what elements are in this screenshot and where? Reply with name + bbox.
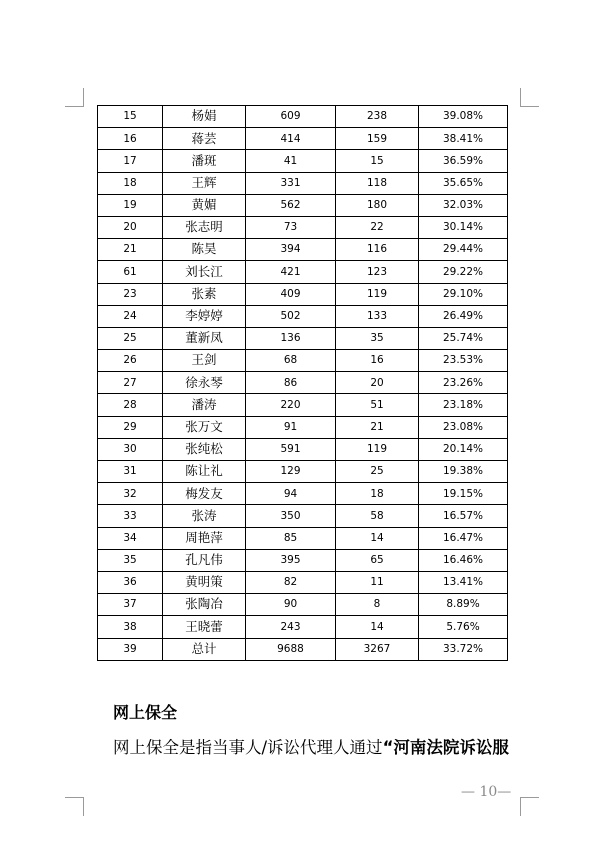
cell-percentage: 26.49% bbox=[419, 305, 508, 327]
cell-name: 张素 bbox=[163, 283, 246, 305]
cell-total: 409 bbox=[246, 283, 336, 305]
cell-count: 65 bbox=[336, 549, 419, 571]
cell-total: 136 bbox=[246, 327, 336, 349]
cell-name: 黄媚 bbox=[163, 194, 246, 216]
cell-index: 26 bbox=[98, 350, 163, 372]
cell-percentage: 33.72% bbox=[419, 638, 508, 660]
cell-index: 27 bbox=[98, 372, 163, 394]
table-row bbox=[98, 616, 508, 638]
table-row bbox=[98, 327, 508, 349]
cell-name: 刘长江 bbox=[163, 261, 246, 283]
cell-percentage: 38.41% bbox=[419, 128, 508, 150]
cell-total: 591 bbox=[246, 438, 336, 460]
cell-percentage: 25.74% bbox=[419, 327, 508, 349]
cell-total: 94 bbox=[246, 483, 336, 505]
crop-mark-top-left bbox=[65, 88, 84, 107]
cell-count: 123 bbox=[336, 261, 419, 283]
table-row bbox=[98, 438, 508, 460]
cell-count: 180 bbox=[336, 194, 419, 216]
cell-index: 18 bbox=[98, 172, 163, 194]
cell-total: 331 bbox=[246, 172, 336, 194]
table-body bbox=[98, 106, 508, 661]
cell-index: 31 bbox=[98, 461, 163, 483]
cell-count: 15 bbox=[336, 150, 419, 172]
table-row bbox=[98, 638, 508, 660]
cell-name: 杨娟 bbox=[163, 106, 246, 128]
cell-total: 86 bbox=[246, 372, 336, 394]
cell-percentage: 5.76% bbox=[419, 616, 508, 638]
cell-count: 21 bbox=[336, 416, 419, 438]
table-row bbox=[98, 594, 508, 616]
cell-total: 220 bbox=[246, 394, 336, 416]
table-row bbox=[98, 194, 508, 216]
cell-count: 3267 bbox=[336, 638, 419, 660]
cell-percentage: 29.10% bbox=[419, 283, 508, 305]
cell-name: 总计 bbox=[163, 638, 246, 660]
page-number: — 10— bbox=[461, 784, 512, 800]
table-row bbox=[98, 527, 508, 549]
crop-mark-top-right bbox=[520, 88, 539, 107]
table-row bbox=[98, 150, 508, 172]
cell-count: 25 bbox=[336, 461, 419, 483]
cell-index: 29 bbox=[98, 416, 163, 438]
cell-total: 73 bbox=[246, 216, 336, 238]
section-heading: 网上保全 bbox=[113, 703, 178, 722]
cell-name: 李婷婷 bbox=[163, 305, 246, 327]
cell-name: 张志明 bbox=[163, 216, 246, 238]
cell-count: 116 bbox=[336, 239, 419, 261]
table-row bbox=[98, 305, 508, 327]
table-row bbox=[98, 394, 508, 416]
table-row bbox=[98, 505, 508, 527]
cell-name: 董新凤 bbox=[163, 327, 246, 349]
cell-total: 395 bbox=[246, 549, 336, 571]
cell-percentage: 23.08% bbox=[419, 416, 508, 438]
cell-count: 35 bbox=[336, 327, 419, 349]
cell-percentage: 19.38% bbox=[419, 461, 508, 483]
cell-percentage: 39.08% bbox=[419, 106, 508, 128]
table-row bbox=[98, 549, 508, 571]
table-row bbox=[98, 106, 508, 128]
table-row bbox=[98, 483, 508, 505]
cell-total: 41 bbox=[246, 150, 336, 172]
cell-name: 黄明策 bbox=[163, 571, 246, 593]
cell-name: 陈昊 bbox=[163, 239, 246, 261]
cell-percentage: 19.15% bbox=[419, 483, 508, 505]
cell-count: 16 bbox=[336, 350, 419, 372]
table-row bbox=[98, 172, 508, 194]
cell-index: 39 bbox=[98, 638, 163, 660]
cell-total: 90 bbox=[246, 594, 336, 616]
cell-index: 17 bbox=[98, 150, 163, 172]
cell-percentage: 36.59% bbox=[419, 150, 508, 172]
statistics-table bbox=[97, 105, 508, 661]
cell-percentage: 30.14% bbox=[419, 216, 508, 238]
cell-total: 243 bbox=[246, 616, 336, 638]
cell-count: 14 bbox=[336, 527, 419, 549]
cell-total: 421 bbox=[246, 261, 336, 283]
cell-index: 36 bbox=[98, 571, 163, 593]
cell-index: 34 bbox=[98, 527, 163, 549]
cell-index: 19 bbox=[98, 194, 163, 216]
cell-name: 潘斑 bbox=[163, 150, 246, 172]
cell-percentage: 20.14% bbox=[419, 438, 508, 460]
cell-name: 张万文 bbox=[163, 416, 246, 438]
table-row bbox=[98, 372, 508, 394]
cell-name: 蒋芸 bbox=[163, 128, 246, 150]
table-row bbox=[98, 261, 508, 283]
cell-index: 38 bbox=[98, 616, 163, 638]
cell-percentage: 35.65% bbox=[419, 172, 508, 194]
table-row bbox=[98, 350, 508, 372]
table-row bbox=[98, 239, 508, 261]
cell-total: 82 bbox=[246, 571, 336, 593]
cell-count: 14 bbox=[336, 616, 419, 638]
cell-percentage: 8.89% bbox=[419, 594, 508, 616]
cell-total: 129 bbox=[246, 461, 336, 483]
cell-index: 33 bbox=[98, 505, 163, 527]
cell-total: 9688 bbox=[246, 638, 336, 660]
cell-name: 孔凡伟 bbox=[163, 549, 246, 571]
cell-percentage: 23.18% bbox=[419, 394, 508, 416]
body-bold-text: “河南法院诉讼服 bbox=[382, 738, 509, 757]
cell-name: 潘涛 bbox=[163, 394, 246, 416]
cell-name: 王剑 bbox=[163, 350, 246, 372]
cell-count: 18 bbox=[336, 483, 419, 505]
cell-count: 11 bbox=[336, 571, 419, 593]
cell-index: 37 bbox=[98, 594, 163, 616]
cell-total: 414 bbox=[246, 128, 336, 150]
cell-total: 609 bbox=[246, 106, 336, 128]
cell-count: 118 bbox=[336, 172, 419, 194]
cell-index: 23 bbox=[98, 283, 163, 305]
cell-name: 徐永琴 bbox=[163, 372, 246, 394]
cell-index: 61 bbox=[98, 261, 163, 283]
cell-count: 119 bbox=[336, 438, 419, 460]
cell-percentage: 16.57% bbox=[419, 505, 508, 527]
crop-mark-bottom-right bbox=[520, 797, 539, 816]
cell-percentage: 32.03% bbox=[419, 194, 508, 216]
table-row bbox=[98, 461, 508, 483]
cell-name: 周艳萍 bbox=[163, 527, 246, 549]
cell-index: 32 bbox=[98, 483, 163, 505]
cell-count: 20 bbox=[336, 372, 419, 394]
cell-name: 张纯松 bbox=[163, 438, 246, 460]
cell-name: 梅发友 bbox=[163, 483, 246, 505]
table-row bbox=[98, 571, 508, 593]
cell-total: 502 bbox=[246, 305, 336, 327]
cell-percentage: 16.47% bbox=[419, 527, 508, 549]
body-paragraph bbox=[113, 734, 509, 758]
cell-index: 35 bbox=[98, 549, 163, 571]
cell-total: 68 bbox=[246, 350, 336, 372]
cell-index: 20 bbox=[98, 216, 163, 238]
cell-percentage: 29.44% bbox=[419, 239, 508, 261]
cell-index: 15 bbox=[98, 106, 163, 128]
cell-count: 8 bbox=[336, 594, 419, 616]
cell-total: 562 bbox=[246, 194, 336, 216]
cell-count: 119 bbox=[336, 283, 419, 305]
cell-name: 张涛 bbox=[163, 505, 246, 527]
cell-index: 30 bbox=[98, 438, 163, 460]
cell-index: 25 bbox=[98, 327, 163, 349]
cell-index: 24 bbox=[98, 305, 163, 327]
cell-index: 16 bbox=[98, 128, 163, 150]
cell-total: 350 bbox=[246, 505, 336, 527]
cell-percentage: 23.53% bbox=[419, 350, 508, 372]
cell-name: 张陶冶 bbox=[163, 594, 246, 616]
cell-count: 22 bbox=[336, 216, 419, 238]
cell-percentage: 29.22% bbox=[419, 261, 508, 283]
body-text: 网上保全是指当事人/诉讼代理人通过 bbox=[113, 738, 383, 757]
table-row bbox=[98, 283, 508, 305]
cell-index: 21 bbox=[98, 239, 163, 261]
cell-count: 159 bbox=[336, 128, 419, 150]
table-row bbox=[98, 216, 508, 238]
table-row bbox=[98, 128, 508, 150]
cell-percentage: 16.46% bbox=[419, 549, 508, 571]
cell-total: 85 bbox=[246, 527, 336, 549]
cell-count: 51 bbox=[336, 394, 419, 416]
crop-mark-bottom-left bbox=[65, 797, 84, 816]
cell-name: 王辉 bbox=[163, 172, 246, 194]
cell-count: 58 bbox=[336, 505, 419, 527]
cell-percentage: 23.26% bbox=[419, 372, 508, 394]
cell-count: 238 bbox=[336, 106, 419, 128]
cell-percentage: 13.41% bbox=[419, 571, 508, 593]
cell-name: 陈让礼 bbox=[163, 461, 246, 483]
cell-index: 28 bbox=[98, 394, 163, 416]
cell-total: 91 bbox=[246, 416, 336, 438]
cell-name: 王晓蕾 bbox=[163, 616, 246, 638]
cell-count: 133 bbox=[336, 305, 419, 327]
table-row bbox=[98, 416, 508, 438]
cell-total: 394 bbox=[246, 239, 336, 261]
